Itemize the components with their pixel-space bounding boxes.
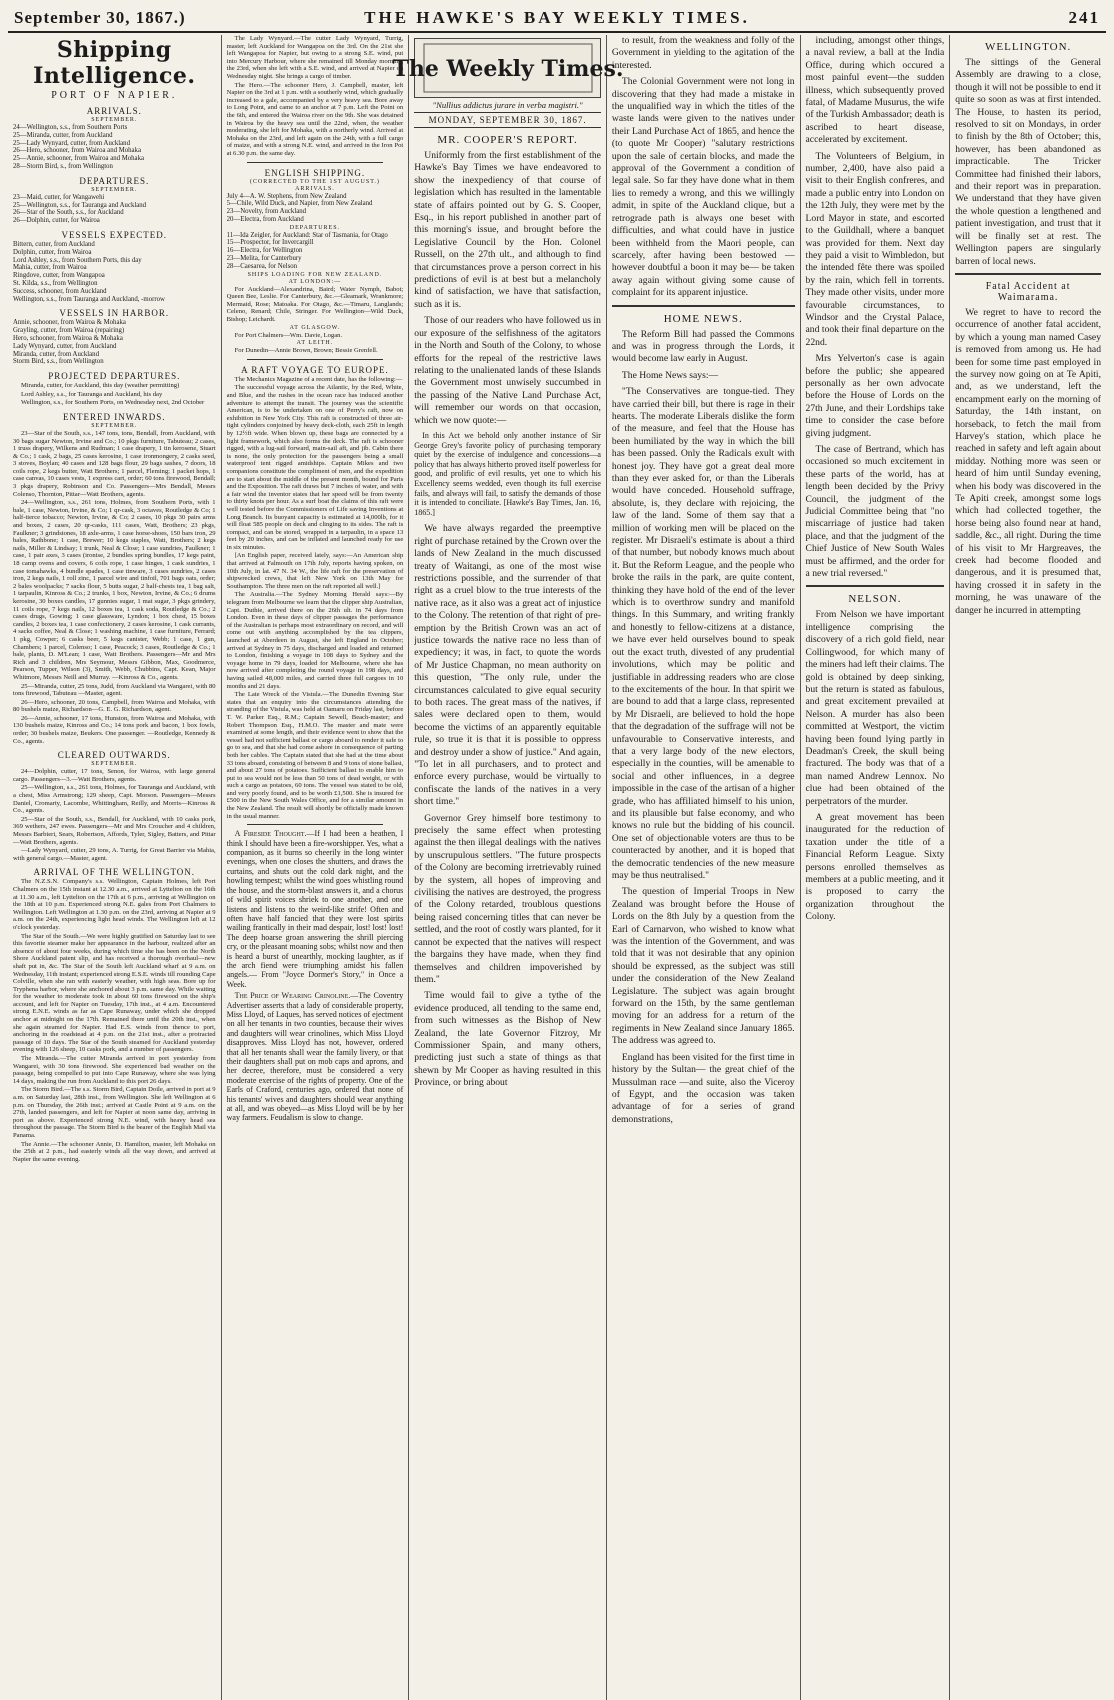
times-motto: "Nullius addictus jurare in verba magistri." [432,100,583,110]
list-item: Annie, schooner, from Wairoa & Mohaka [13,319,126,327]
fatal-accident-heading: Fatal Accident at Waimarama. [985,280,1071,303]
list-item: 25—Annie, schooner, from Wairoa and Mohaka [13,155,144,163]
star-south-text [13,933,216,1055]
masthead-title: THE HAWKE'S BAY WEEKLY TIMES. [364,8,750,27]
list-item: 11—Ida Zeigler, for Auckland: Star of Tasmania, for Otago [226,231,388,239]
loading-leith-paragraph: For Dunedin—Annie Brown, Brown; Bessie Grenfell. [234,347,378,355]
english-arrivals-list [227,193,404,224]
lady-wynyard-paragraph: The Lady Wynyard.—The cutter Lady Wynyard, Turrig, master, left Auckland for Wangapoa on the 3rd. On the 21st she left Wangapoa for Napier, but owing to a strong S.E. wind, put into Mercury Harbour, where she remained till Monday morning, the 23rd, when she left with a S.E. wind, and arrived at Napier on Wednesday night. She brings a cargo of timber. [226,35,404,80]
list-item: Bittern, cutter, from Auckland [13,240,95,248]
nelson-paragraph-2: A great movement has been inaugurated for the reduction of taxation under the title of a Financial Reform League. Sixty persons enrolled themselves as members at a public meeting, and it is proposed to carry the organization throughout the Colony. [805,811,945,923]
english-departures-heading: DEPARTURES. [289,224,341,231]
paragraph: including, amongst other things, a naval review, a ball at the India Office, during which occured a most painful event—the sudden illness, which subsequently proved fatal, of Madame Musurus, the wife of the Turkish Ambassador; death is ascribed to heart disease, accelerated by excitement. [805,35,945,146]
list-item: Dolphin, cutter, from Wairoa [13,248,92,256]
paragraph: The Volunteers of Belgium, in number, 2,400, have also paid a visit to their English confreres, and made a public entry into London on the 12th July, they were met by the Lord Mayor in state, and escorted to the Guildhall, where a banquet was provided for them. Next day they paid a visit to Wimbledon, but the intended fête there was spoiled by the rain, which fell in torrents. They made other visits, under more favourable circumstances, to Windsor and the Crystal Palace, and took their final departure on the 22nd. [805,150,945,348]
divider [247,359,384,360]
outwards-heading: CLEARED OUTWARDS. [57,750,171,761]
departures-heading: DEPARTURES. [79,175,150,186]
list-item: 15—Prospector, for Invercargill [226,239,314,247]
paragraph: Lord Ashley, s.s., for Tauranga and Auckland, his day [21,390,163,398]
divider [612,305,795,307]
column-3 [392,35,624,1700]
harbor-list [13,319,216,366]
list-item: Lady Wynyard, cutter, from Auckland [13,342,117,350]
fatal-accident-text [955,307,1101,617]
list-item: Lord Ashley, s.s., from Southern Ports, this day [13,256,142,264]
price-text: The Coventry Advertiser asserts that a lady of considerable property, Miss Lloyd, of Laques, has served notices of ejectment on all her tenants in two counties, because their wives and daughters will wear crinolines, which Miss Lloyd disapproves. Miss Lloyd has not, however, ordered that all her tenants shall wear the family livery, or that their daughters shall put on mob caps and aprons, and her decree, therefore, must be considered a very moderate exercise of the rights of property. One of the Earls of Craford, centuries ago, ordered that none of his tenants' wives and daughters should wear anything at all, and was obeyed—as Miss Lloyd will be by her way farmers. Feudalism is slow to change. [226,991,404,1123]
paragraph: 23—Star of the South, s.s., 147 tons, tons, Bendall, from Auckland, with 30 bags sugar Newton, Irvine and Co.; 10 pkgs furniture, Tabuteau; 2 cases, 1 truss drapery, Wilkens and Rudman; 1 case drapery, 1 tin kerosene, Stuart & Co.; 1 cask, 2 bags, 25 cases kerosine, 1 case ironmongery, 2 casks seed, 3 stoves, Boylan; 40 cases and 128 bags flour, 29 bags sashes, 7 doors, 18 coils rope, 2 kegs butter, Watt Brothers; 1 parcel, Fleming; 1 packet hops, 1 case canvas, 10 cases vests, 1 express cart, order; 60 tons firewood, Bendall; 3 pkgs drapery, Robinson and Co. Passengers—Mrs Bendall, Messrs Colenso, Thornton, Pittar—Watt Brothers, agents. [13,429,216,498]
wellington-arrival-text [13,878,216,931]
col6-text [806,35,945,580]
fireside-block: A Fireside Thought.—If I had been a heathen, I think I should have been a fire-worshipper. Yes, what a companion, as it burns so cheerily in the long winter evenings, when one closes the shutters, and draws the curtains, and shuts out the cold dark night, and the howling tempest; whilst the wind goes whistling round the house, and the storm-blast answers it, and a chorus of wild spirit voices shriek to one another, and one listens and listens to the weird-like strife! Often and often have half fancied that they were lost spirits wailing frantically in their mad despair, lost! lost! lost! The deep hoarse groan answering the shrill piercing cry, or the pleasant moaning sobs; whilst now and then is heard a burst of unearthly, mocking laughter, as if the arch fiend were triumphing amidst his fallen angels.— From "Joyce Dormer's Story," in Once a Week. [226,829,404,989]
paragraph: Wellington, s.s., for Southern Ports, on Wednesday next, 2nd October [21,399,205,407]
expected-heading: VESSELS EXPECTED. [61,229,168,240]
paragraph: 24—Wellington, s.s., 261 tons, Holmes, from Southern Ports, with 1 bale, 1 case, Newton, Irvine, & Co; 1 qr-cask, 3 octaves, Routledge & Co; 1 half-tierce tobacco; Newton, Irvine, & Co; 2 cases, 10 pkgs 30 pairs arms and boxes, 2 cases, 20 qr-casks, 111 cases, Watt, Brothers; 23 pkgs, Faulkner; 3 grindstones, 18 axle-arms, 1 case horse-shoes, 150 bars iron, 29 bales, Rathbone; 1 case, Brewer; 10 kegs staples, Watt, Brothers; 2 kegs nails, Miller & Lindsay; 1 trunk, Neal & Close; 1 case sundries, Faulkner; 1 case, 1 pair axes, 3 cases (ironise, 2 bundles spring bundles, 17 kegs paint, 18 camp ovens and covers, 6 coils rope, 1 case hinges, 1 cask sundries, 1 case tomahawks, 4 bundle spades, 1 case tinware, 3 cases sundries, 2 cases iron, 2 kegs nails, 1 roll zinc, 1 parcel wire and tinfoil, 701 bags oats, order; 2 bales woolpacks; 7 sacks flour, 5 butts sugar, 2 half-chests tea, 1 bag salt, 1 tarpaulin, Kinross & Co.; 2 trunks, 1 box, Newton, Irvine, & Co.; 6 drums kerosine, 30 boxes candles, 17 gunnies sugar, 1 mat sugar, 3 pkgs grindery, 11 coils rope, 7 kegs nails, 12 boxes tea, 1 cask soda, Routledge & Co.; 2 cases drugs, Gowing; 1 case glassware, Lyndon; 1 box chest, 15 boxes candles, 2 boxes tea, 1 case confectionery, 2 cases kerosine, 1 cask currants, 4 sacks coffee, Neal & Close; 1 washing machine, 1 case furniture, Ferrard; 1 pkg, Cowper; 6 casks beer, 5 kegs canister, Webb; 1 case, 1 gun, Chambers; 1 parcel, Colenso; 1 case, Peacock; 3 cases, Routledge & Co.; 1 bale, plants, D. M'Lean; 1 case, Watt Brothers. Passengers—Mr and Mrs Rich and 3 children, Mrs Seymour, Messrs Gibbon, Max, Goodmerce, Pearson, Tupper, Wilson (3), Smith, Webb, Chubbins, Capt. Kean, Major Whitmore, Messrs Neill and Murray. —Kinross & Co., agents. [13,499,216,681]
port-heading: PORT OF NAPIER. [51,90,178,101]
loading-leith: AT LEITH. [296,340,334,347]
paragraph: We have always regarded the preemptive right of purchase retained by the Crown over the lands of New Zealand in the much discussed treaty of Waitangi, as one of the most wise restrictions possible, and the surrender of that right as a cruel blow to the true interests of the native race, as it also was a great act of injustice to the Colony. The retention of that right of pre-emption by the British Crown was an act of justice towards the native race no less than of expediency; it was, in fact, to quote the words of Mr Justice Chapman, no mean authority on this question, "The only rule, under the circumstances calculated to give equal security to both races. The great mass of the natives, if sales were declared open to them, would become the victims of an apparently equitable rule, so true it is that it is possible to oppress and destroy under a show of justice." And again, "To let in all purchasers, and to protect and enforce every purchase, would be virtually to confiscate the lands of the natives in a very short time." [414,523,601,808]
list-item: 26—Hero, schooner, from Wairoa and Mohaka [13,147,141,155]
lady-wynyard-text [227,35,404,81]
list-item: 26—Star of the South, s.s., for Auckland [13,209,124,217]
paragraph: Governor Grey himself bore testimony to precisely the same effect when protesting against the then illegal dealings with the natives by unscrupulous settlers. "The future prospects of the Colony are becoming irretrievably ruined by the system, all hopes of improving and civilising the natives are destroyed, the progress of the Colony retarded, troublous questions being raised concerning titles that can never be settled, and the root of costly wars planted, for it cannot be expected that the natives will respect the bargains they have made, when they find themselves and children impoverished by them." [414,812,601,985]
paragraph: In this Act we behold only another instance of Sir George Grey's favorite policy of purchasing temporary quiet by the exercise of indulgence and concessions—a policy that has always hitherto proved itself powerless for good, and prolific of evil results, yet one to which his Excellency seems wedded, even though its full exercise fails, and always will fail, to satisfy the demands of those it is intended to conciliate. [Hawke's Bay Times, Jan. 16, 1865.] [414,430,601,517]
wellington-text [955,57,1101,268]
list-item: Storm Bird, s.s., from Wellington [13,358,104,366]
column-6 [950,35,1106,1700]
paragraph: 24—Dolphin, cutter, 17 tons, Senon, for Wairoa, with large general cargo. Passengers—3.—Watt Brothers, agents. [13,768,216,783]
paragraph: 25—Wellington, s.s., 261 tons, Holmes, for Tauranga and Auckland, with a chest, Miss Armstrong; 129 sheep, Capt. Morson. Passengers—Messrs Daniel, Cromarty, Lacombe, Whittingham, Reilly, and Morris—Kinross & Co., agents. [13,784,216,815]
divider [955,273,1101,275]
nelson-paragraph: From Nelson we have important intelligence comprising the discovery of a rich gold field, near Collingwood, for which many of the miners had left their claims. The gold is obtained by deep sinking, but the return is stated as fabulous, and great excitement prevailed at Nelson. A murder has also been committed at Westport, the victim having been found lying partly in Deadman's Creek, the skull being fractured. The body was that of a man named Andrew Lennox. No clue had been obtained of the perpetrators of the murder. [805,609,945,807]
miranda-text [13,1055,216,1085]
annie-text [13,1141,216,1164]
col5-text [612,35,795,300]
raft-heading: A RAFT VOYAGE TO EUROPE. [241,364,389,375]
divider [247,162,384,163]
cooper-quote [414,431,601,517]
list-item: 16—Electra, for Wellington [226,247,303,255]
paragraph: Uniformly from the first establishment of the Hawke's Bay Times we have endeavored to show the inexpediency of that course of legislation which has resulted in the lamentable state of affairs pointed out by G. S. Cooper, Esq., in his report published in another part of this morning's issue, and brought before the Legislative Council by the Hon. Colonel Russell, on the 27th ult., and although to find that circumstances prove a person correct in his predictions of evil is at best but a melancholy kind of satisfaction, we have that satisfaction, such as it is. [414,150,601,310]
cooper-text [414,150,601,427]
wellington-paragraph: The sittings of the General Assembly are drawing to a close, though it will not be possible to end it quite so soon as was at first intended. The House, to hasten its period, resolved to sit on Mondays, in order to finish by the 8th of October; this, however, has been abandoned as impracticable. The Tricker Committee had finished their labors, and their report was in preparation. We understand that they have given the whole question a lengthened and patient investigation, and trust that it will be finally set at rest. The Wellington papers are singularly barren of local news. [955,57,1101,267]
column-2 [222,35,410,1700]
list-item: Grayling, cutter, from Wairoa (repairing) [13,327,125,335]
paragraph: Those of our readers who have followed us in our exposure of the selfishness of the agitators in the North and South of the Colony, to whose efforts for the repeal of the restrictive laws relating to the unalienated lands of these Islands the Government most unwisely succumbed in the passing of the Native Land Purchase Act, will remember our words on that occasion, which we now quote:— [414,315,601,426]
list-item: St. Kilda, s.s., from Wellington [13,279,98,287]
home-news-text [612,329,795,1127]
list-item: 25—Lady Wynyard, cutter, from Auckland [13,139,130,147]
loading-glasgow: AT GLASGOW. [289,324,341,331]
arrivals-heading: ARRIVALS. [86,106,142,116]
divider [247,824,384,825]
paragraph: [An English paper, received lately, says:—An American ship that arrived at Falmouth on 17th July, reports having spoken, on 10th July, in lat. 47 N. 34 W., the life raft for the preservation of shipwrecked crews, that left New York on 13th May for Southampton. The three men on the raft reported all well.] [226,552,404,590]
paragraph: 26—Hero, schooner, 20 tons, Campbell, from Wairoa and Mohaka, with 80 bushels maize, Richardson—G. E. G. Richardson, agent. [13,698,216,714]
list-item: Wellington, s.s., from Tauranga and Auckland, -morrow [13,295,165,303]
hero-text [227,82,404,158]
fatal-accident-paragraph: We regret to have to record the occurrence of another fatal accident, by which a young man named Casey is removed from among us. He had been for some time past employed in the survey now going on at Te Apiti, and, as we understand, left the encampment early on the morning of Saturday, the 14th instant, on horseback, to fetch the mail from Harvey's station, which place he reached in safety and left again about midday. Nothing more was seen or heard of him until Sunday evening, when his body was discovered in the Te Apiti creek, amongst some logs which had collected together, the horse being also found near at hand, saddle, &c., all right. During the time of his visit to Mr Hargreaves, the creek had become flooded and dangerous, and it is presumed that, having crossed it in safety in the morning, he was unaware of the danger he incurred in attempting [955,306,1101,616]
times-title: The Weekly Times. [392,56,624,82]
times-masthead-ornament [392,43,624,93]
loading-london: AT LONDON:— [288,278,342,285]
harbor-heading: VESSELS IN HARBOR. [59,308,170,319]
raft-text [227,376,404,820]
list-item: 23—Maid, cutter, for Wangawehi [13,193,105,201]
nelson-heading: NELSON. [848,593,902,606]
column-4 [607,35,801,1700]
loading-glasgow-paragraph: For Port Chalmers—Wm. Davie, Logan. [234,331,343,339]
paragraph: The Late Wreck of the Vistula.—The Dunedin Evening Star states that an enquiry into the circumstances attending the stranding of the Vistula, was held at Oamaru on Friday last, before T. W. Parker Esq., R.M.; Captain Sewell, Beach-master; and Robert Thompson Esq., H.M.O. The master and mate were examined at some length, and their evidence went to show that the vessel had not sufficient ballast or cargo aboard to render it safe to go to sea, and that she had come ashore in consequence of parting both her cables. The Captain stated that she had at the time about 33 tons aboard, consisting of between 8 and 9 tons of stone ballast, and about 27 tons of potatoes. Sufficient ballast to enable him to put to sea would not be less than 50 tons of dead weight, or with such a cargo as potatoes, 60 tons. The vessel was stated to be old, and very poorly found, and to be worth £1,500. She is insured for £500 in the New South Wales Office, and for a similar amount in the New Zealand. The result will shortly be officially made known in the usual manner. [226,691,404,820]
cooper-text-2 [414,523,601,1089]
outwards-month: SEPTEMBER. [91,761,138,768]
paragraph: The successful voyage across the Atlantic, by the Red, White, and Blue, and the rushes in the ocean race has induced another adventure to attempt the transit. The journey was the scientific American, is to be undertaken on one of Perry's raft, now on exhibition in New York City. This raft is constructed of three air-tight cylinders conjoined by heavy deck-cloth, each 25ft in length by 12½ft wide. When blown up, these bags are connected by a light framework, which also forms the deck. The raft is schooner rigged, with a lug-sail forward, main-sail aft, and jib. Cabin there is none, the only protection for the passengers being a small waterproof tent rigged amidships. Captain Mikes and two companions constitute the compliment of men, and the expedition are to start about the middle of the present month, bound for Paris and the Exposition. The raft draws but 7 inches of water, and with a fair wind the inventor states that her speed will be from twenty to thirty knots per hour. As a surf boat the claims of this raft were well tested before the Commissioners of Life saving Inventions at Long Branch. Its buoyant capacity is estimated at 14,000lb, for it will float 585 people on deck and clinging to its sides. The raft is compact, and can be stored, wrapped in a tarpaulin, in a space 13 feet by 20 inches, and can be inflated and launched ready for use in six minutes. [226,384,404,551]
loading-heading: SHIPS LOADING FOR NEW ZEALAND. [247,271,383,278]
list-item: 28—Storm Bird, s., from Wellington [13,162,113,170]
paragraph: Time would fail to give a tythe of the evidence produced, all tending to the same end, from such witnesses as the Bishop of New Zealand, the late Governor Fitzroy, Mr Commissioner Spain, and many others, predicting just such a state of things as that shewn by Mr Cooper as having resulted in this Province, or bring about [414,990,601,1089]
price-block: The Price of Wearing Crinoline.—The Coventry Advertiser asserts that a lady of considerable property, Miss Lloyd, of Laques, has served notices of ejectment on all her tenants in two counties, because their wives and daughters will wear crinolines, which Miss Lloyd disapproves. Miss Lloyd has not, however, ordered that all her tenants shall wear the family livery, or that their daughters shall put on mob caps and aprons, and her decree, therefore, must be considered a very moderate exercise of the rights of property. One of the Earls of Craford, centuries ago, ordered that none of his tenants' wives and daughters should wear anything at all, and was obeyed—as Miss Lloyd will be by her way farmers. Feudalism is slow to change. [226,991,404,1123]
inwards-text [13,430,216,745]
paragraph: The Reform Bill had passed the Commons and was in progress through the Lords, it would become law early in August. [611,328,795,365]
arrivals-month: SEPTEMBER. [91,117,138,123]
page-number: 241 [1068,8,1100,27]
paragraph: England has been visited for the first time in history by the Sultan— the great chief of the Mussulman race —and suite, also the Viceroy of Egypt, and the occasion was taken advantage of for a series of grand demonstrations, [611,1051,795,1125]
times-date: MONDAY, SEPTEMBER 30, 1867. [414,112,601,128]
star-south-paragraph: The Star of the South.—We were highly gratified on Saturday last to see this favorite steamer make her appearance in the harbour, realized after an absence of about four weeks, during which time she has been on the North Shore Auckland patent slip, and has received a thorough overhaul—new shaft put in, &c. The Star of the South left Auckland wharf at 9 a.m. on Wednesday, 11th instant; experienced strong E.S.E. winds till rounding Cape Colville, when she ran with easterly weather, with high seas. Bore up for Tryphena harbor, where she anchored about 3 p.m. same day. While waiting for the weather to moderate took in about 60 tons firewood on the ship's account, and left for Napier on Tuesday, 17th inst., at 4 a.m. Encountered strong E.N.E. winds as far as Cape Runaway, under which she dropped anchor at midnight on the 17th. Remained there until the 20th inst., when she again steamed for Napier. Had E.S. winds from thence to port, anchoring in the roadstead at 4 p.m. on the 21st inst., after a protracted passage of 10 days. The Star of the South steamed for Auckland yesterday evening with 126 sheep, 10 casks pork, and a number of passengers. [13,932,216,1054]
projected-heading: PROJECTED DEPARTURES. [48,371,181,382]
loading-text [227,286,404,324]
hero-paragraph: The Hero.—The schooner Hero, J. Campbell, master, left Napier on the 3rd at 1 p.m. with a southerly wind, which gradually increased to a gale, accompanied by a very heavy sea. Bore away to Long Point, and came to an anchor at 7 p.m. Left the Point on the 6th, and entered the Wairoa river on the 9th. She was detained in Wairoa by the heavy sea until the 22nd, when, the weather moderating, she left for Mohaka, with a northerly wind. Arrived at Mohaka on the 23rd, and left again on the 24th, with a full cargo of maize, and with a strong N.E. wind, and arrived in the Iron Pot at 6.30 p.m. the same day. [226,81,404,157]
english-departures-list [227,232,404,271]
annie-paragraph: The Annie.—The schooner Annie, D. Hamilton, master, left Mohaka on the 25th at 2 p.m., had easterly winds all the way down, and arrived at Napier the same evening. [13,1140,216,1163]
paragraph: Miranda, cutter, for Auckland, this day (weather permitting) [21,382,180,390]
price-heading: The Price of Wearing Crinoline. [234,991,351,1001]
inwards-heading: ENTERED INWARDS. [63,411,166,422]
wellington-heading: WELLINGTON. [985,41,1072,53]
inwards-month: SEPTEMBER. [91,422,138,429]
loading-glasgow-text [227,332,404,340]
paragraph: The Colonial Government were not long in discovering that they had made a mistake in the unqualified way in which the titles of the waste lands were given to the natives under their Land Purchase Act of 1865, and hence the (to quote Mr Cooper) "salutary restrictions upon the sale of certain blocks, and made the approval of the Government a condition of legal sale. So far they have done what in them lies to remedy a wrong, and this we willingly admit, in spite of the Auckland clique, but a retrograde path is always one beset with difficulties, and what could have in justice been withheld from the Maori people, can scarcely, after having been bestowed —however doubtful a boon it may be— be taken away again without giving some cause of complaint for its apparent injustice. [611,76,795,299]
paragraph: The Home News says:— [621,369,719,381]
column-5 [801,35,951,1700]
paragraph: The case of Bertrand, which has occasioned so much excitement in these parts of the world, has at length been decided by the Privy Council, the judgment of the Judicial Committee being that "no miscarriage of justice had taken place, and that the judgment of the Chief Justice of New South Wales must be affirmed, and the order for a new trial reversed." [805,444,945,580]
departures-month: SEPTEMBER. [91,186,138,193]
list-item: 26—Dolphin, cutter, for Wairoa [13,217,100,225]
arrivals-list [13,124,216,171]
list-item: Ringdove, cutter, from Wangapoa [13,272,105,280]
list-item: 20—Electra, from Auckland [226,215,304,223]
shipping-heading: Shipping Intelligence. [33,37,196,89]
fireside-text: If I had been a heathen, I think I should have been a fire-worshipper. Yes, what a companion, as it burns so cheerily in the long winter evenings, when one closes the shutters, and draws the curtains, and shuts out the cold dark night, and the howling tempest; whilst the wind goes whistling round the house, and the storm-blast answers it, and a chorus of wild spirit voices shriek to one another, and one listens and listens to the weird-like strife! Often and often have half fancied that they were lost spirits wailing frantically in their mad despair, lost! lost! lost! The deep hoarse groan answering the shrill piercing cry, or the pleasant moaning sobs; whilst now and then is heard a burst of unearthly, mocking laughter, as if the arch fiend were triumphing amidst his fallen angels.— From "Joyce Dormer's Story," in Once a Week. [226,829,404,989]
paragraph: to result, from the weakness and folly of the Government in yielding to the agitation of the interested. [611,35,795,71]
paragraph: 25—Miranda, cutter, 25 tons, Judd, from Auckland via Wangarei, with 80 tons firewood, Tabuteau —Master, agent. [13,682,216,698]
masthead [8,4,1106,33]
column-1 [8,35,222,1700]
paragraph: "The Conservatives are tongue-tied. They have carried their bill, but there is rage in their hearts. The moderate Liberals dislike the form of the measure, and feel that the House has been humiliated by the way in which the bill has been passed. Only the Radicals exult with honest joy. They have got a great deal more than they ever asked for, or than the Liberals would have conceded. Household suffrage, absolute, is, they declare with rejoicing, the law of the land. Some of them say that a million of working men will be placed on the register. Mr Disraeli's estimate is about a third of that number, but nobody knows much about it. But the Reform League, and the people who broke the rails in the park, are quite content, thinking they have hold of the end of the lever which is to overthrow sundry and manifold things. In this Summary, and writing frankly and honestly to fellow-citizens at a distance, we have ever held ourselves bound to speak out the exact truth, divested of any prudential involutions, which may be politic and justifiable in addressing readers who are close to the excitements of the hour. In that spirit we are bound to add that a large class, represented by Mr Disraeli, are believed to hold the hope that the degradation of the suffrage will not be unfavourable to Conservative interests, and that a very large body of the new electors, especially in the counties, will be amenable to social and other influences, in a degree impossible in the case of the artisan of a higher grade, who has affiliated himself to his union, and its plausible but false economy, and who knows no rule but the bidding of his council. One set of objectionable voters are thus to be counteracted by another, and it is hoped that the democratic tendencies of the new measure may be thus neutralised." [611,386,795,881]
paragraph: —Lady Wynyard, cutter, 29 tons, A. Turrig, for Great Barrier via Mahia, with general cargo.—Master, agent. [13,847,216,862]
paragraph: 26—Annie, schooner, 17 tons, Hunston, from Wairoa and Mohaka, with 130 bushels maize, Kinross and Co.; 14 tons pork and bacon, 1 box fowls, order; 30 bushels maize, Beukers. One passenger. —Routledge, Kennedy & Co., agents. [13,714,216,745]
loading-paragraph: For Auckland—Alexandrina, Baird; Water Nymph, Babot; Queen Bee, Leslie. For Canterbury, &c.—Gleamark, Wrankmore; Mermaid, Rose; Matoaka. For Otago, &c.—Timaru, Langlands; Celeno, Renard; Chile, Stringer. For Wellington—Wild Duck, Bishop; Leichardt. [226,285,404,324]
list-item: 23—Melita, for Canterbury [226,255,302,263]
english-arrivals-heading: ARRIVALS. [295,185,335,192]
expected-list [13,241,216,303]
storm-bird-text [13,1086,216,1139]
paragraph: The question of Imperial Troops in New Zealand was brought before the House of Lords on the 8th July by a question from the Earl of Carnarvon, who wished to know what was the intention of the Government, and was told that it was not desirable that any opinion should be expressed, as the subject was still under the consideration of the New Zealand Legislature. The subject was again brought forward on the 15th, by the same gentleman moving for an address for a return of the regiments in New Zealand since January 1865. The address was agreed to. [611,886,795,1047]
home-news-heading: HOME NEWS. [663,312,743,325]
paragraph: The N.Z.S.N. Company's s.s. Wellington, Captain Holmes, left Port Chalmers on the 15th instant at 12.30 a.m., arrived at Lyttelton on the 16th at 11.30 a.m., left Lyttelton on the 17th at 6 p.m., arriving at Wellington on the 18th at 10 p.m. Experienced strong N.E. gales from Port Chalmers to Wellington. Left Wellington at 1.30 p.m. on the 23rd, arriving at Napier at 9 a.m. on the 24th, experiencing light head winds. The Wellington left at 12 o'clock yesterday. [13,878,216,931]
list-item: 25—Miranda, cutter, from Auckland [13,131,113,139]
list-item: 25—Wellington, s.s., for Tauranga and Auckland [13,201,147,209]
list-item: 24—Wellington, s.s., from Southern Ports [13,124,128,131]
list-item: Miranda, cutter, from Auckland [13,350,99,358]
paragraph: 25—Star of the South, s.s., Bendall, for Auckland, with 10 casks pork, 369 wethers, 247 ewes. Passengers—Mr and Mrs Croucher and 4 children, Messrs Barbieri, Sears, Robertson, Affords, Tyler, Sigley, Batters, and Pittar—Watt Brothers, agents. [13,815,216,846]
fireside-heading: A Fireside Thought. [234,829,307,839]
paragraph: Mrs Yelverton's case is again before the public; she appeared personally as her own advocate before the House of Lords on the 27th June, and their Lordships take time to consider the case before giving judgment. [805,353,945,439]
list-item: 23—Novelty, from Auckland [226,208,307,216]
projected-list [13,382,216,407]
paragraph: The Australia.—The Sydney Morning Herald says:—By telegram from Melbourne we learn that the clipper ship Australian, Capt. Duthie, arrived there on the 26th ult. in 74 days from London. Even in these days of clipper passages the performance of the Australian is perhaps most extraordinary on record, and will come out with anything accomplished by the tea clippers, launched at Aberdeen in August, she left England in October; arrived at Sydney in 75 days, discharged and loaded and returned to London, finishing a voyage in 108 days to Sydney and the voyage home in 79 days, loaded for Melbourne, where she has now arrived after completing the round voyage in 198 days, and having sailed 48,000 miles, and carried three full cargoes in 10 months and 21 days. [226,591,404,690]
list-item: Success, schooner, from Auckland [13,287,107,295]
cooper-heading: MR. COOPER'S REPORT. [437,134,578,146]
departures-list [13,194,216,225]
list-item: Mahia, cutter, from Wairoa [13,264,87,272]
divider [806,585,945,587]
paragraph: The Mechanics Magazine of a recent date, has the following:— [234,375,403,383]
outwards-text [13,768,216,862]
masthead-date: September 30, 1867.) [14,8,186,27]
miranda-paragraph: The Miranda.—The cutter Miranda arrived in port yesterday from Wangarei, with 30 tons firewood. She experienced bad weather on the passage, being compelled to put into Cape Runaway, where she was lying 14 days, making the run from Auckland to this port 26 days. [13,1055,216,1085]
storm-bird-paragraph: The Storm Bird.—The s.s. Storm Bird, Captain Doile, arrived in port at 9 a.m. on Saturday last, 28th inst., from Wellington. She left Wellington at 6 p.m. on Thursday, the 26th inst.; arrived at Castle Point at 9 a.m. on the 27th, landed passengers, and left for Napier at noon same day, arriving in port as above. Experienced strong N.E. wind, with heavy head sea throughout the passage. The Storm Bird is the bearer of the English Mail via Panama. [13,1086,216,1139]
list-item: 28—Caesarea, for Nelson [226,262,298,270]
english-shipping-sub: (CORRECTED TO THE 1ST AUGUST.) [249,178,380,185]
times-masthead-plate [392,38,624,98]
list-item: 5—Chile, Wild Duck, and Napier, from New Zealand [226,200,373,208]
list-item: Hero, schooner, from Wairoa & Mohaka [13,334,123,342]
wellington-arrival-heading: ARRIVAL OF THE WELLINGTON. [33,867,196,878]
list-item: July 4—A. W. Stephens, from New Zealand [226,192,347,200]
loading-leith-text [227,347,404,355]
nelson-text [806,609,945,923]
columns [8,35,1106,1700]
english-shipping-heading: ENGLISH SHIPPING. [264,167,366,178]
